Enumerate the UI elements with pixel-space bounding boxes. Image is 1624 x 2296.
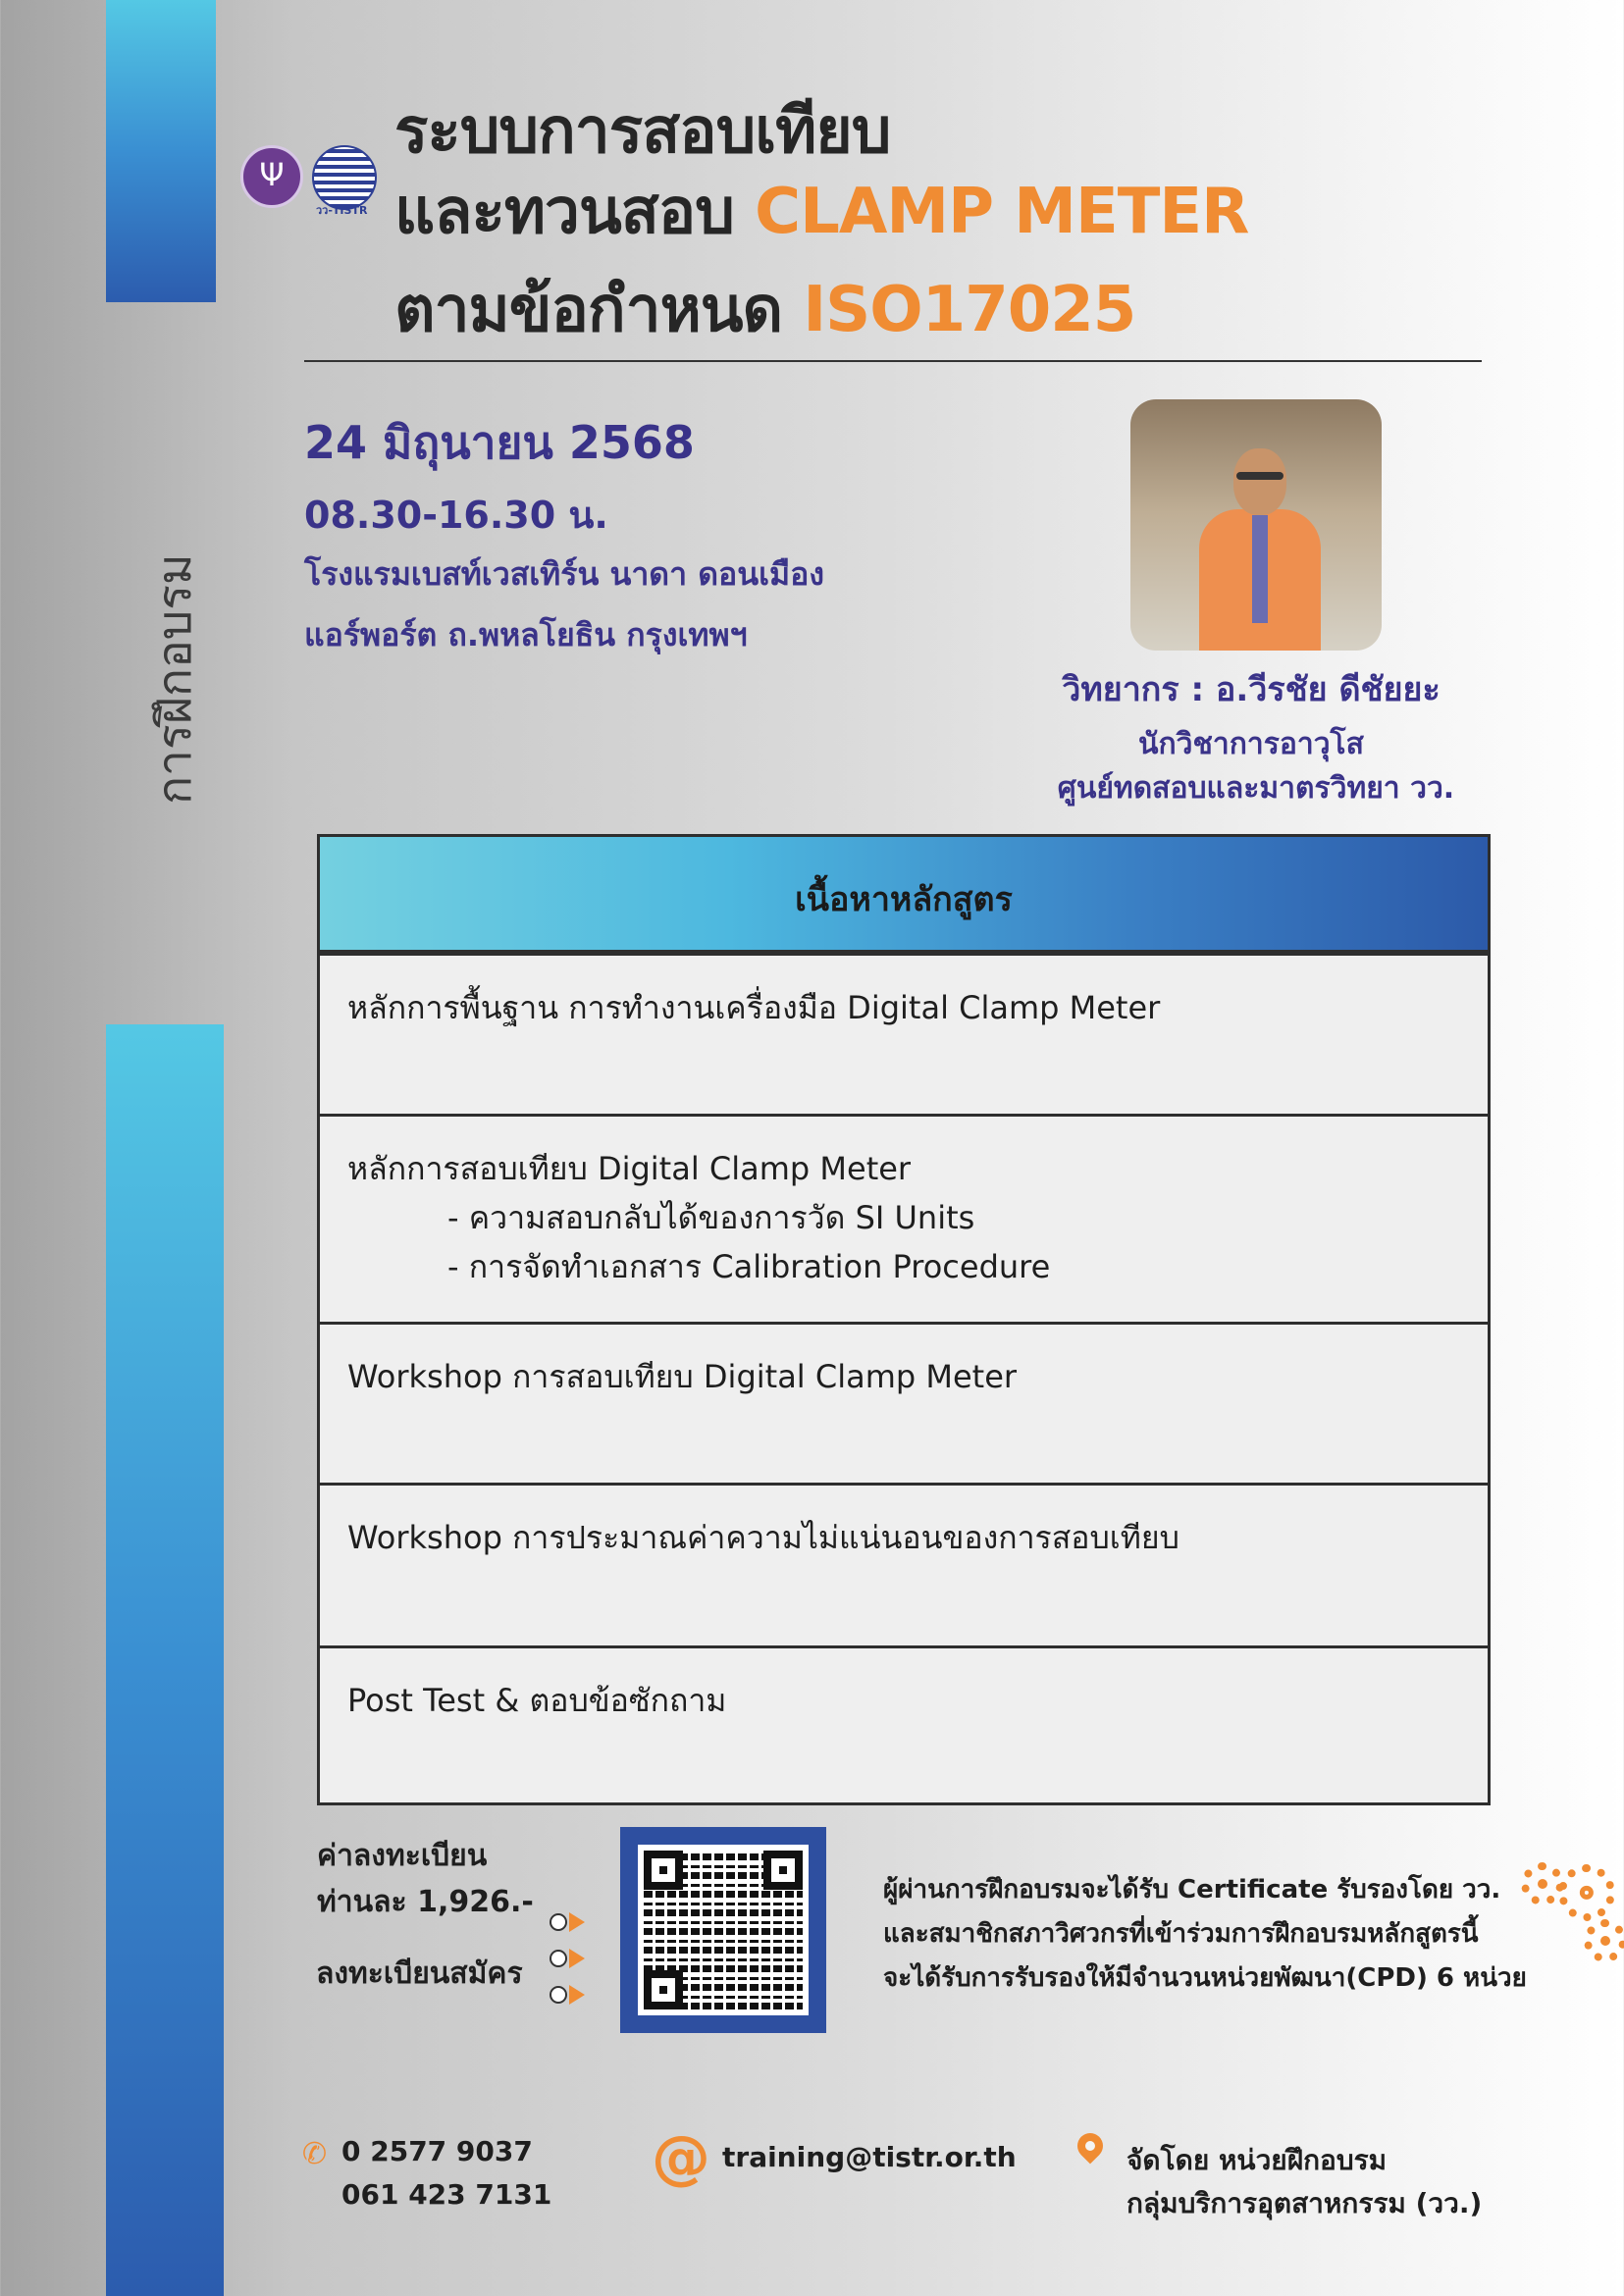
- photo-figure-tie: [1252, 515, 1268, 623]
- course-row: [320, 1322, 1488, 1483]
- course-row-title: Workshop การประมาณค่าความไม่แน่นอนของการสอบเทียบ: [347, 1519, 1179, 1556]
- pointer-arrow-icon: [550, 1986, 567, 2004]
- course-row-subitem: - ความสอบกลับได้ของการวัด SI Units: [447, 1199, 975, 1236]
- qr-finder-icon: [644, 1851, 683, 1890]
- location-pin-icon: [1073, 2128, 1109, 2165]
- event-time: 08.30-16.30 น.: [304, 494, 608, 537]
- qr-finder-icon: [644, 1970, 683, 2009]
- decorative-strip-top: [106, 0, 216, 302]
- phone-number-2[interactable]: 061 423 7131: [341, 2178, 552, 2211]
- register-label[interactable]: ลงทะเบียนสมัคร: [316, 1957, 523, 1991]
- gear-icon: [1584, 1919, 1624, 1962]
- course-row-title: หลักการพื้นฐาน การทำงานเครื่องมือ Digital Clamp Meter: [347, 989, 1161, 1026]
- course-content-table: [317, 834, 1491, 1805]
- pointer-arrow-icon: [550, 1913, 567, 1931]
- photo-figure-head: [1233, 448, 1286, 515]
- speaker-name: วิทยากร : อ.วีรชัย ดีชัยยะ: [1062, 670, 1441, 709]
- title-divider: [304, 360, 1482, 362]
- tistr-logo-text: วว-TISTR: [316, 204, 368, 217]
- course-row: [320, 953, 1488, 1114]
- side-label-text: การฝึกอบรม: [147, 553, 202, 805]
- title-line-2: [394, 161, 1248, 261]
- pointer-arrow-icon: [550, 1950, 567, 1967]
- speaker-photo: [1130, 399, 1382, 651]
- title-line-2-prefix: และทวนสอบ: [394, 176, 756, 248]
- course-row: [320, 1645, 1488, 1802]
- title-iso: ISO17025: [803, 274, 1136, 346]
- phone-number-1[interactable]: 0 2577 9037: [341, 2135, 533, 2167]
- course-row-title: Post Test & ตอบข้อซักถาม: [347, 1682, 727, 1719]
- gear-icon: [1558, 1864, 1615, 1921]
- nrct-logo: [240, 145, 303, 208]
- photo-figure-glasses: [1236, 472, 1283, 480]
- phone-icon: ✆: [302, 2137, 328, 2171]
- certificate-note-line-2: และสมาชิกสภาวิศวกรที่เข้าร่วมการฝึกอบรมหลักสูตรนี้: [883, 1919, 1479, 1949]
- email-at-icon: @: [652, 2123, 710, 2192]
- title-line-3-prefix: ตามข้อกำหนด: [394, 274, 804, 346]
- event-venue-line-2: แอร์พอร์ต ถ.พหลโยธิน กรุงเทพฯ: [304, 616, 748, 653]
- course-row: [320, 1483, 1488, 1645]
- title-line-1-text: ระบบการสอบเทียบ: [394, 95, 891, 168]
- registration-fee-label: ค่าลงทะเบียน: [317, 1839, 488, 1873]
- gear-icon: [1521, 1862, 1564, 1905]
- title-clamp-meter: CLAMP METER: [755, 176, 1249, 248]
- event-date: 24 มิถุนายน 2568: [304, 416, 695, 469]
- course-row-subitem: - การจัดทำเอกสาร Calibration Procedure: [447, 1248, 1051, 1285]
- registration-fee-value: ท่านละ 1,926.-: [317, 1885, 534, 1919]
- decorative-strip-bottom: [106, 1024, 224, 2296]
- organizer-line-2: กลุ่มบริการอุตสาหกรรม (วว.): [1126, 2187, 1483, 2219]
- course-row: [320, 1114, 1488, 1322]
- certificate-note-line-1: ผู้ผ่านการฝึกอบรมจะได้รับ Certificate รับรองโดย วว.: [883, 1875, 1501, 1905]
- organizer-line-1: จัดโดย หน่วยฝึกอบรม: [1126, 2144, 1388, 2176]
- event-venue-line-1: โรงแรมเบสท์เวสเทิร์น นาดา ดอนเมือง: [304, 555, 824, 593]
- course-table-header: [320, 837, 1488, 953]
- qr-finder-icon: [763, 1851, 803, 1890]
- course-table-header-label: เนื้อหาหลักสูตร: [795, 880, 1013, 919]
- certificate-note-line-3: จะได้รับการรับรองให้มีจำนวนหน่วยพัฒนา(CPD) 6 หน่วย: [883, 1963, 1527, 1993]
- contact-email[interactable]: training@tistr.or.th: [722, 2141, 1017, 2173]
- speaker-position: นักวิชาการอาวุโส: [1138, 727, 1364, 761]
- speaker-organization: ศูนย์ทดสอบและมาตรวิทยา วว.: [1057, 771, 1455, 806]
- course-row-title: Workshop การสอบเทียบ Digital Clamp Meter: [347, 1358, 1018, 1395]
- course-row-title: หลักการสอบเทียบ Digital Clamp Meter: [347, 1150, 912, 1187]
- title-line-3: [394, 259, 1135, 359]
